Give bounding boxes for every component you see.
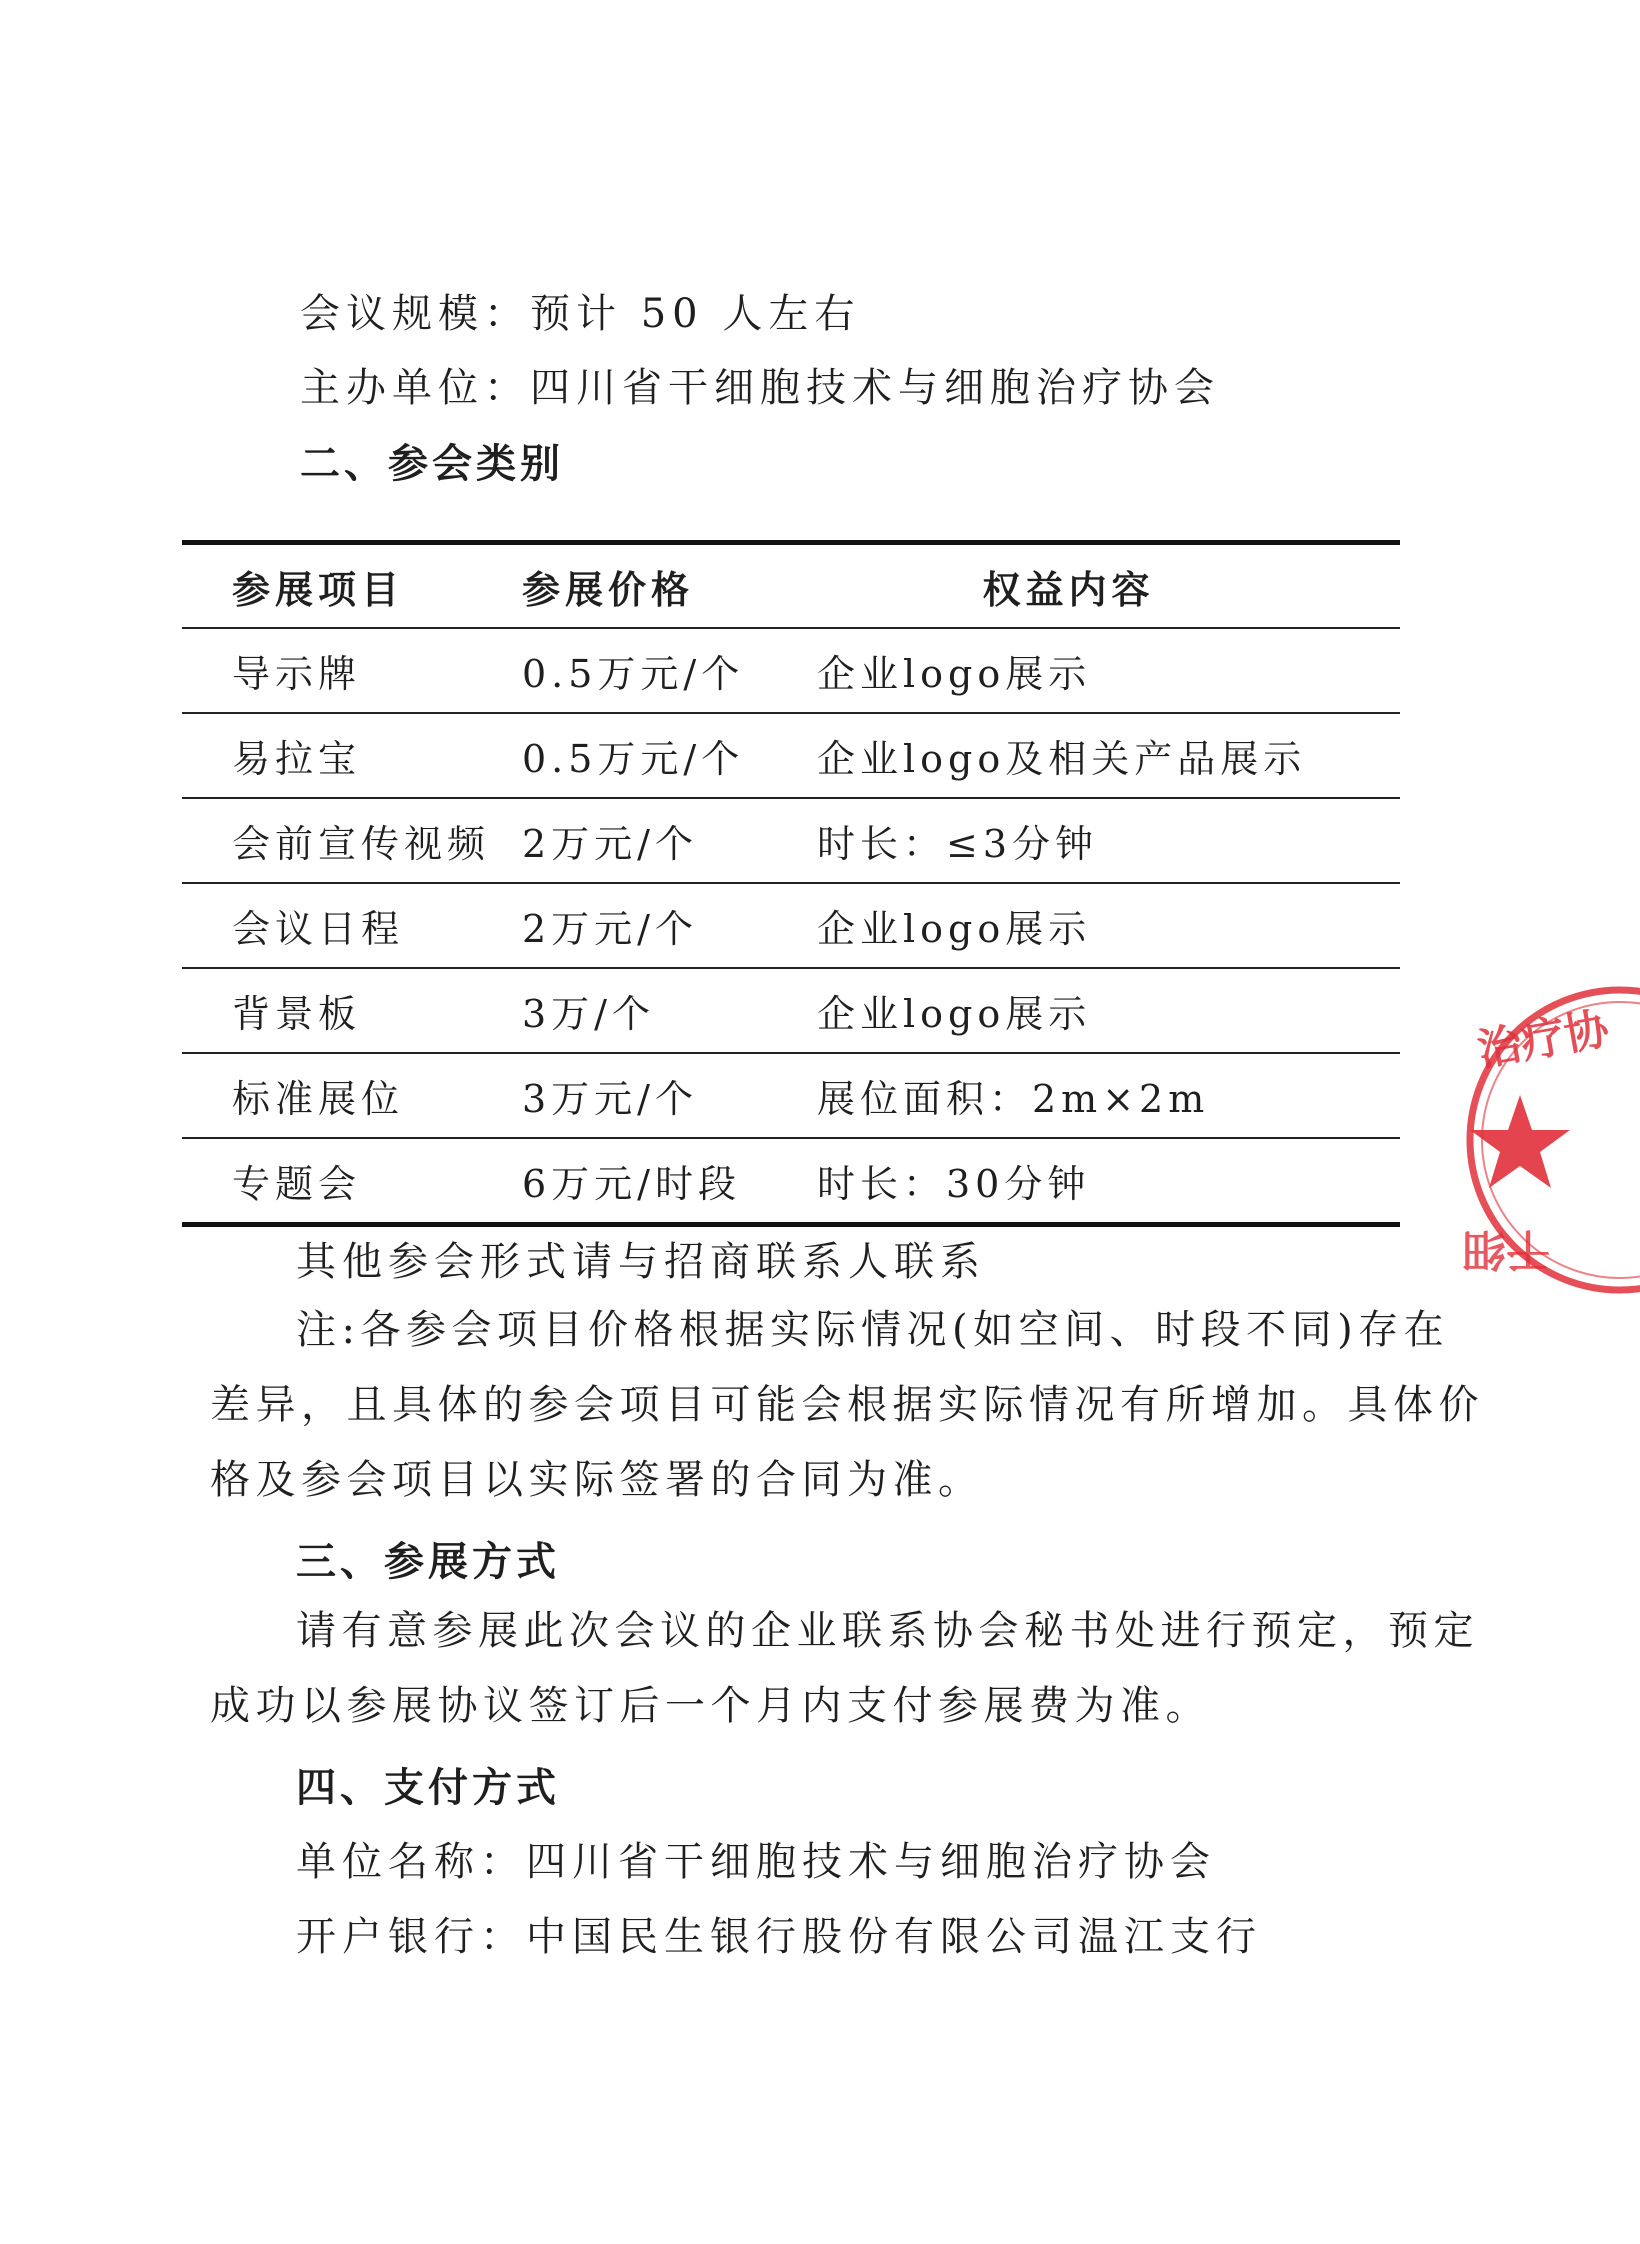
seal-text-top: 治疗协 (1473, 1003, 1613, 1077)
table-row (182, 1138, 1400, 1225)
table-row (182, 628, 1400, 713)
other-contact-note: 其他参会形式请与招商联系人联系 (296, 1239, 986, 1285)
cell-price: 3万/个 (522, 992, 655, 1036)
column-header-benefits: 权益内容 (982, 566, 1155, 612)
cell-item: 背景板 (232, 992, 362, 1036)
meeting-scale: 会议规模：预计 50 人左右 (300, 291, 861, 337)
exhibit-line-2: 成功以参展协议签订后一个月内支付参展费为准。 (210, 1683, 1211, 1729)
cell-item: 会前宣传视频 (232, 822, 491, 866)
cell-price: 0.5万元/个 (522, 652, 745, 696)
section-heading-exhibit-method: 三、参展方式 (296, 1538, 560, 1585)
cell-benefit: 企业logo展示 (817, 652, 1092, 696)
seal-graphic (1440, 975, 1640, 1305)
cell-benefit: 企业logo展示 (817, 907, 1092, 951)
cell-item: 专题会 (232, 1162, 362, 1206)
cell-item: 导示牌 (232, 652, 362, 696)
cell-item: 会议日程 (232, 907, 405, 951)
cell-benefit: 时长：≤3分钟 (817, 822, 1099, 866)
cell-price: 0.5万元/个 (522, 737, 745, 781)
note-line-3: 格及参会项目以实际签署的合同为准。 (210, 1457, 984, 1503)
cell-benefit: 企业logo展示 (817, 992, 1092, 1036)
cell-price: 2万元/个 (522, 907, 698, 951)
cell-item: 易拉宝 (232, 737, 362, 781)
payment-unit-name: 单位名称：四川省干细胞技术与细胞治疗协会 (296, 1839, 1216, 1885)
section-heading-payment-method: 四、支付方式 (296, 1764, 560, 1811)
cell-benefit: 时长：30分钟 (817, 1162, 1091, 1206)
table-row (182, 713, 1400, 798)
exhibit-line-1: 请有意参展此次会议的企业联系协会秘书处进行预定，预定 (296, 1608, 1479, 1654)
note-line-2: 差异，且具体的参会项目可能会根据实际情况有所增加。具体价 (210, 1382, 1484, 1428)
payment-bank: 开户银行：中国民生银行股份有限公司温江支行 (296, 1914, 1262, 1960)
table-row (182, 883, 1400, 968)
cell-benefit: 展位面积：2m×2m (817, 1077, 1210, 1121)
table-row (182, 968, 1400, 1053)
official-seal (1440, 975, 1640, 1305)
cell-price: 2万元/个 (522, 822, 698, 866)
cell-price: 3万元/个 (522, 1077, 698, 1121)
column-header-item: 参展项目 (232, 566, 405, 612)
column-header-price: 参展价格 (522, 566, 695, 612)
note-line-1: 注:各参会项目价格根据实际情况(如空间、时段不同)存在 (296, 1307, 1450, 1353)
participation-table (182, 540, 1400, 1227)
table-header-row (182, 543, 1400, 629)
section-heading-participation-types: 二、参会类别 (300, 440, 564, 487)
table-row (182, 1053, 1400, 1138)
organizer: 主办单位：四川省干细胞技术与细胞治疗协会 (300, 365, 1220, 411)
seal-text-bottom: 干细 (1462, 1224, 1550, 1275)
cell-item: 标准展位 (232, 1077, 405, 1121)
cell-price: 6万元/时段 (522, 1162, 741, 1206)
cell-benefit: 企业logo及相关产品展示 (817, 737, 1307, 781)
table-row (182, 798, 1400, 883)
